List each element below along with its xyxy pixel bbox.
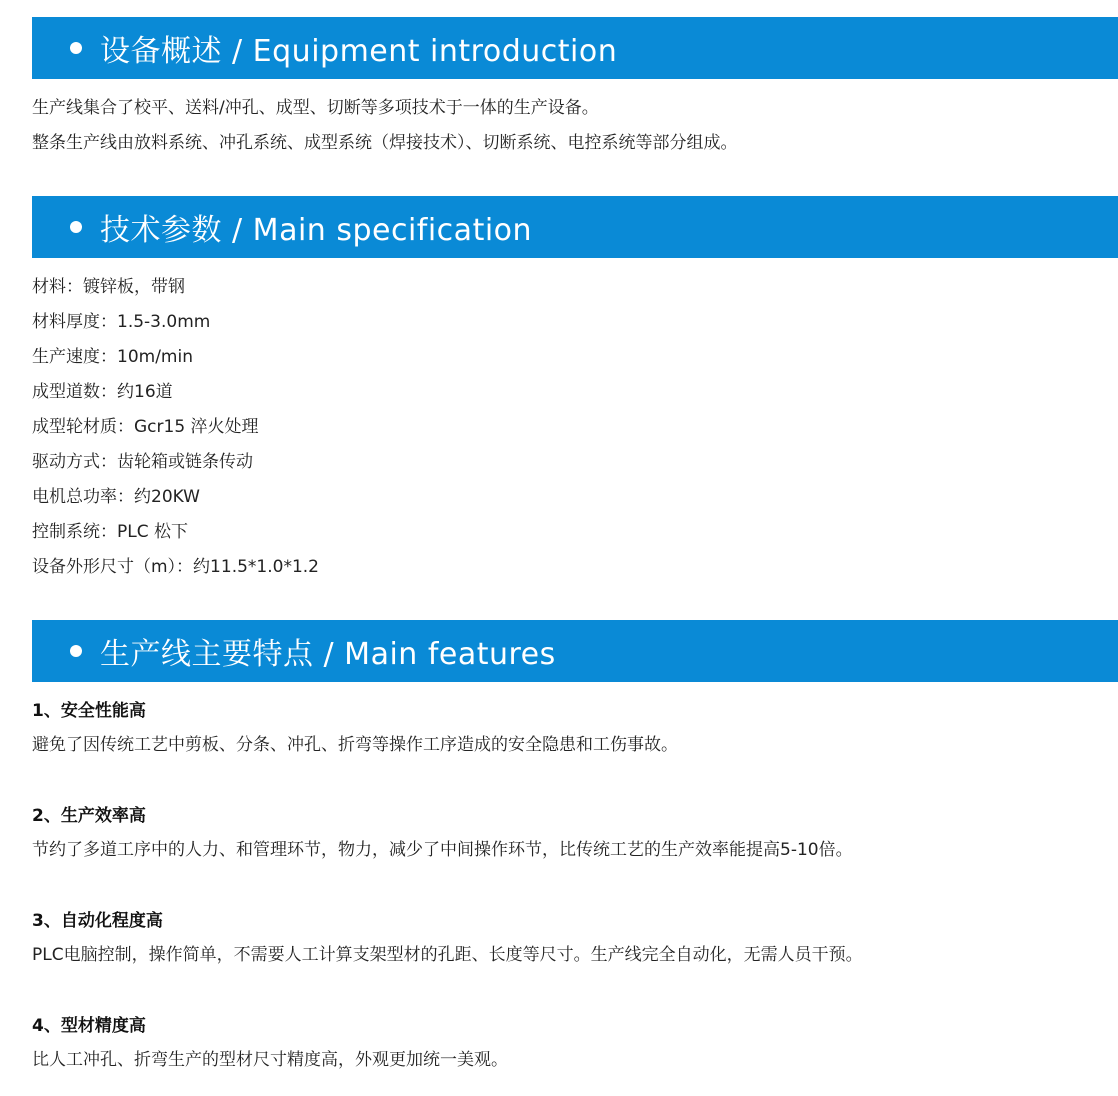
feature-text: 避免了因传统工艺中剪板、分条、冲孔、折弯等操作工序造成的安全隐患和工伤事故。 <box>32 735 678 755</box>
spec-line: 成型轮材质：Gcr15 淬火处理 <box>32 417 259 437</box>
feature-title: 1、安全性能高 <box>32 701 146 721</box>
spec-line: 设备外形尺寸（m）：约11.5*1.0*1.2 <box>32 557 319 577</box>
bullet-icon <box>70 645 82 657</box>
section-title: 技术参数 / Main specification <box>100 213 533 248</box>
section-title: 设备概述 / Equipment introduction <box>100 34 618 69</box>
feature-text: PLC电脑控制，操作简单，不需要人工计算支架型材的孔距、长度等尺寸。生产线完全自动化，无需人员干预。 <box>32 945 863 965</box>
intro-line: 生产线集合了校平、送料/冲孔、成型、切断等多项技术于一体的生产设备。 <box>32 98 599 118</box>
spec-line: 材料厚度：1.5-3.0mm <box>32 312 211 332</box>
bullet-icon <box>70 221 82 233</box>
feature-title: 3、自动化程度高 <box>32 911 163 931</box>
spec-line: 生产速度：10m/min <box>32 347 193 367</box>
bullet-icon <box>70 42 82 54</box>
feature-text: 比人工冲孔、折弯生产的型材尺寸精度高，外观更加统一美观。 <box>32 1050 508 1070</box>
section-header-equipment-introduction <box>32 17 1118 79</box>
spec-line: 电机总功率：约20KW <box>32 487 200 507</box>
intro-line: 整条生产线由放料系统、冲孔系统、成型系统（焊接技术）、切断系统、电控系统等部分组成。 <box>32 133 738 153</box>
spec-line: 材料：镀锌板，带钢 <box>32 277 185 297</box>
spec-line: 驱动方式：齿轮箱或链条传动 <box>32 452 253 472</box>
section-header-main-specification <box>32 196 1118 258</box>
spec-line: 控制系统：PLC 松下 <box>32 522 188 542</box>
feature-title: 4、型材精度高 <box>32 1016 146 1036</box>
section-header-main-features <box>32 620 1118 682</box>
section-title: 生产线主要特点 / Main features <box>100 637 556 672</box>
feature-text: 节约了多道工序中的人力、和管理环节，物力，减少了中间操作环节，比传统工艺的生产效率能提高5-10倍。 <box>32 840 853 860</box>
feature-title: 2、生产效率高 <box>32 806 146 826</box>
spec-line: 成型道数：约16道 <box>32 382 173 402</box>
